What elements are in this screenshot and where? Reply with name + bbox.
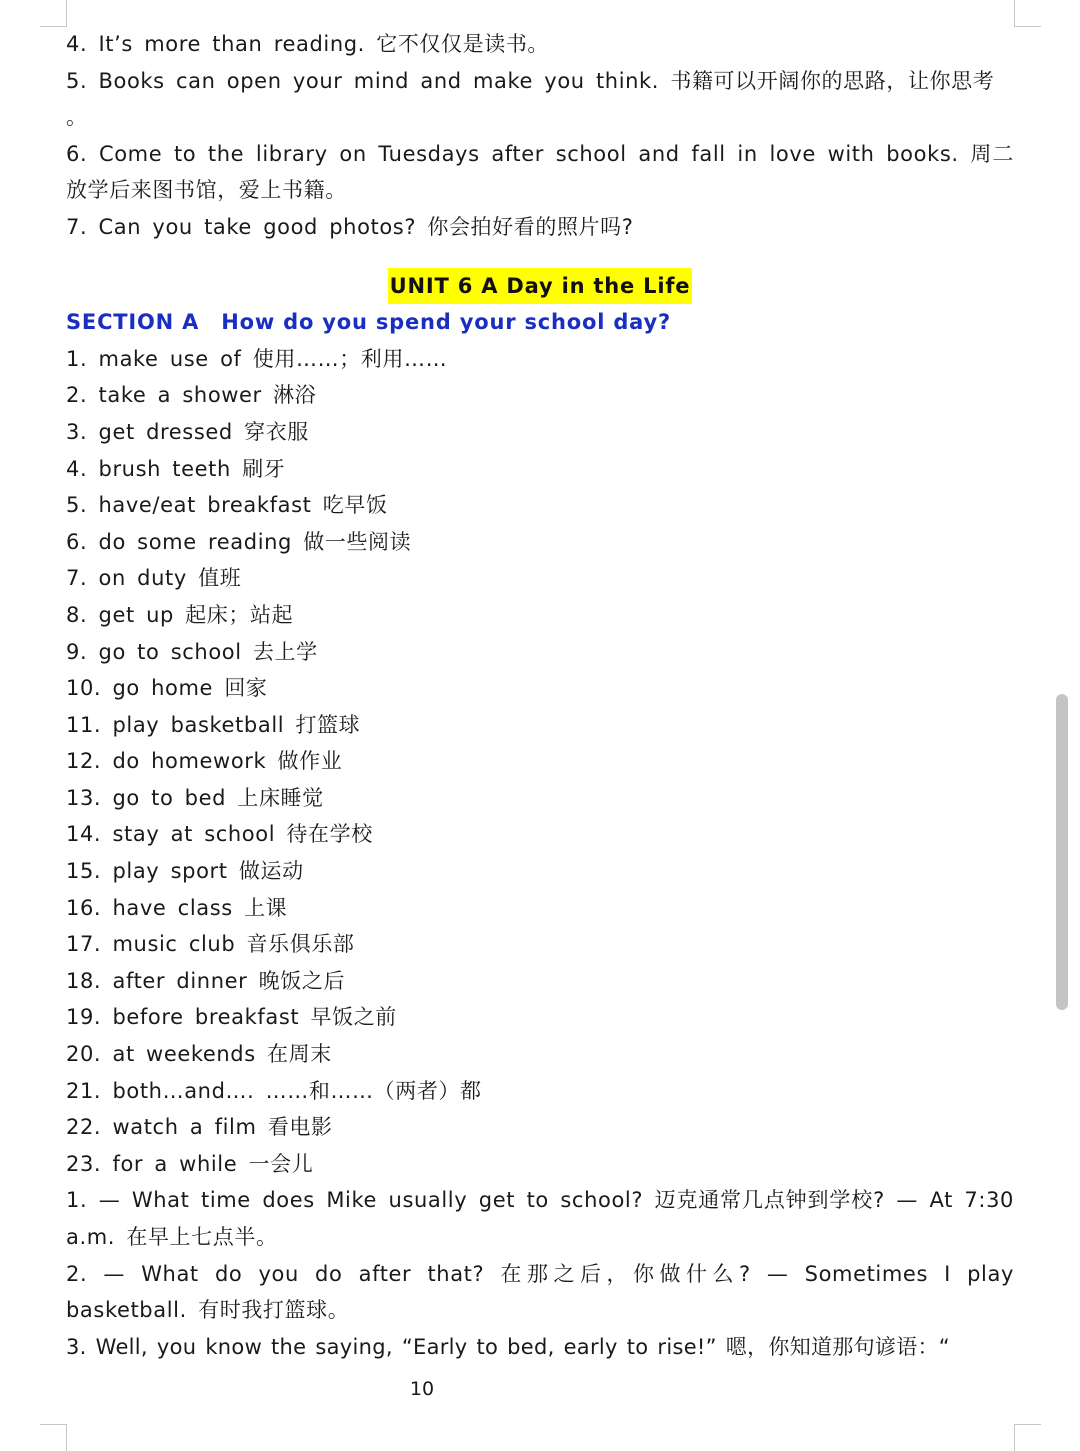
phrase-item: 8. get up 起床；站起 xyxy=(66,602,294,627)
phrase-item: 6. do some reading 做一些阅读 xyxy=(66,529,412,554)
unit-heading xyxy=(66,268,1014,305)
page-number: 10 xyxy=(409,1378,435,1400)
phrase-item: 22. watch a film 看电影 xyxy=(66,1115,333,1140)
sentence-list xyxy=(66,1182,1014,1365)
phrase-list xyxy=(66,341,1014,1183)
sentence-line: 。 xyxy=(66,105,88,130)
dialogue-sentence: 1. — What time does Mike usually get to school? 迈克通常几点钟到学校? — At 7:30 a.m. 在早上七点半。 xyxy=(66,1188,1014,1249)
phrase-item: 4. brush teeth 刷牙 xyxy=(66,456,286,481)
phrase-item: 18. after dinner 晚饭之后 xyxy=(66,968,346,993)
page-content xyxy=(66,26,1014,1365)
dialogue-sentence: 2. — What do you do after that? 在那之后，你做什么? — Sometimes I play basketball. 有时我打篮球。 xyxy=(66,1261,1014,1323)
phrase-item: 3. get dressed 穿衣服 xyxy=(66,419,309,444)
phrase-item: 15. play sport 做运动 xyxy=(66,859,304,884)
phrase-item: 13. go to bed 上床睡觉 xyxy=(66,785,324,810)
unit-title: UNIT 6 A Day in the Life xyxy=(388,268,693,305)
phrase-item: 7. on duty 值班 xyxy=(66,566,242,591)
phrase-item: 5. have/eat breakfast 吃早饭 xyxy=(66,493,388,518)
phrase-item: 19. before breakfast 早饭之前 xyxy=(66,1005,397,1030)
phrase-item: 16. have class 上课 xyxy=(66,895,288,920)
sentence-line: 4. It’s more than reading. 它不仅仅是读书。 xyxy=(66,32,550,56)
vertical-scrollbar[interactable] xyxy=(1056,694,1068,1010)
phrase-item: 1. make use of 使用……；利用…… xyxy=(66,346,448,371)
sentence-paragraph: 6. Come to the library on Tuesdays after school and fall in love with books. 周二放学后来图书馆，爱上书籍。 xyxy=(66,141,1014,203)
sentence-line: 5. Books can open your mind and make you think. 书籍可以开阔你的思路，让你思考 xyxy=(66,68,995,93)
section-label: SECTION A xyxy=(66,310,200,335)
phrase-item: 20. at weekends 在周末 xyxy=(66,1042,332,1067)
phrase-item: 11. play basketball 打篮球 xyxy=(66,712,361,737)
crop-mark-bottom-right xyxy=(1014,1424,1041,1451)
sentence-line: 7. Can you take good photos? 你会拍好看的照片吗? xyxy=(66,214,634,239)
phrase-item: 9. go to school 去上学 xyxy=(66,639,318,664)
phrase-item: 21. both…and…. ……和……（两者）都 xyxy=(66,1078,482,1103)
crop-mark-top-left xyxy=(40,0,67,27)
dialogue-sentence: 3. Well, you know the saying, “Early to bed, early to rise!” 嗯，你知道那句谚语：“ xyxy=(66,1334,950,1359)
crop-mark-bottom-left xyxy=(40,1424,67,1451)
section-heading xyxy=(66,304,1014,341)
crop-mark-top-right xyxy=(1014,0,1041,27)
phrase-item: 17. music club 音乐俱乐部 xyxy=(66,932,355,957)
phrase-item: 12. do homework 做作业 xyxy=(66,749,343,774)
phrase-item: 23. for a while 一会儿 xyxy=(66,1151,314,1176)
section-question: How do you spend your school day? xyxy=(221,310,671,335)
phrase-item: 10. go home 回家 xyxy=(66,676,268,701)
phrase-item: 2. take a shower 淋浴 xyxy=(66,383,317,408)
phrase-item: 14. stay at school 待在学校 xyxy=(66,822,373,847)
